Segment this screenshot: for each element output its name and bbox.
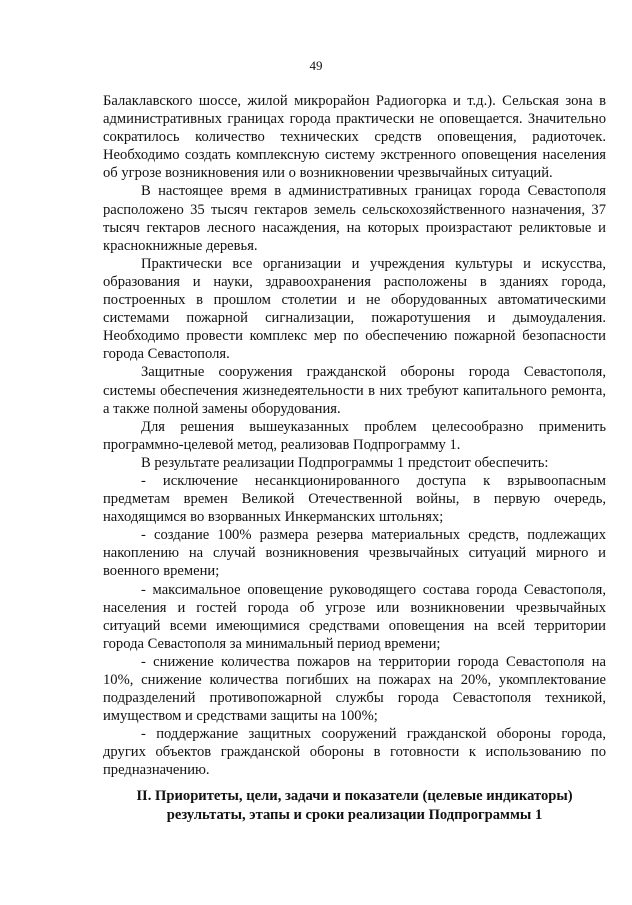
- page-number: 49: [309, 58, 323, 73]
- paragraph-land-area: В настоящее время в административных границах города Севастополя расположено 35 тысяч гектаров земель сельскохозяйственного назначения, 37 тысяч гектаров лесного насаждения, на которых произрастают реликтовые и краснокнижные деревья.: [103, 183, 606, 254]
- paragraph-fire-safety: Практически все организации и учреждения культуры и искусства, образования и науки, здравоохранения расположены в зданиях города, построенных в прошлом столетии и не оборудованных автоматическими системами пожарной сигнализации, пожаротушения и дымоудаления. Необходимо провести комплекс мер по обеспечению пожарной безопасности города Севастополя.: [103, 255, 606, 363]
- paragraph-warning-system: Балаклавского шоссе, жилой микрорайон Радиогорка и т.д.). Сельская зона в административных границах города практически не оповещается. Значительно сократилось количество технических средств оповещения, радиоточек. Необходимо создать комплексную систему экстренного оповещения населения об угрозе возникновения или о возникновении чрезвычайных ситуаций.: [103, 93, 606, 182]
- paragraph-civil-defense-shelters: Защитные сооружения гражданской обороны города Севастополя, системы обеспечения жизнедеятельности в них требуют капитального ремонта, а также полной замены оборудования.: [103, 364, 606, 417]
- section-heading-line2: результаты, этапы и сроки реализации Подпрограммы 1: [166, 807, 543, 823]
- paragraph-program-method: Для решения вышеуказанных проблем целесообразно применить программно-целевой метод, реализовав Подпрограмму 1.: [103, 418, 606, 453]
- list-item-reserve: - создание 100% размера резерва материальных средств, подлежащих накоплению на случай возникновения чрезвычайных ситуаций мирного и военного времени;: [103, 527, 606, 580]
- list-item-notification: - максимальное оповещение руководящего состава города Севастополя, населения и гостей города об угрозе или возникновении чрезвычайных ситуаций всеми имеющимися средствами оповещения на всей территории города Севастополя за минимальный период времени;: [103, 581, 606, 652]
- document-body: [103, 92, 606, 780]
- list-item-explosives: - исключение несанкционированного доступа к взрывоопасным предметам времен Великой Отечественной войны, в первую очередь, находящимся во взорванных Инкерманских штольнях;: [103, 472, 606, 526]
- list-item-shelter-readiness: - поддержание защитных сооружений гражданской обороны города, других объектов гражданской обороны в готовности к использованию по предназначению.: [103, 726, 606, 779]
- section-heading-line1: II. Приоритеты, цели, задачи и показатели (целевые индикаторы): [136, 788, 573, 804]
- list-item-fire-reduction: - снижение количества пожаров на территории города Севастополя на 10%, снижение количества погибших на пожарах на 20%, укомплектование подразделений противопожарной службы города Севастополя техникой, имуществом и средствами защиты на 100%;: [103, 653, 606, 725]
- paragraph-results-intro: В результате реализации Подпрограммы 1 предстоит обеспечить:: [141, 454, 549, 471]
- section-heading: [103, 787, 606, 825]
